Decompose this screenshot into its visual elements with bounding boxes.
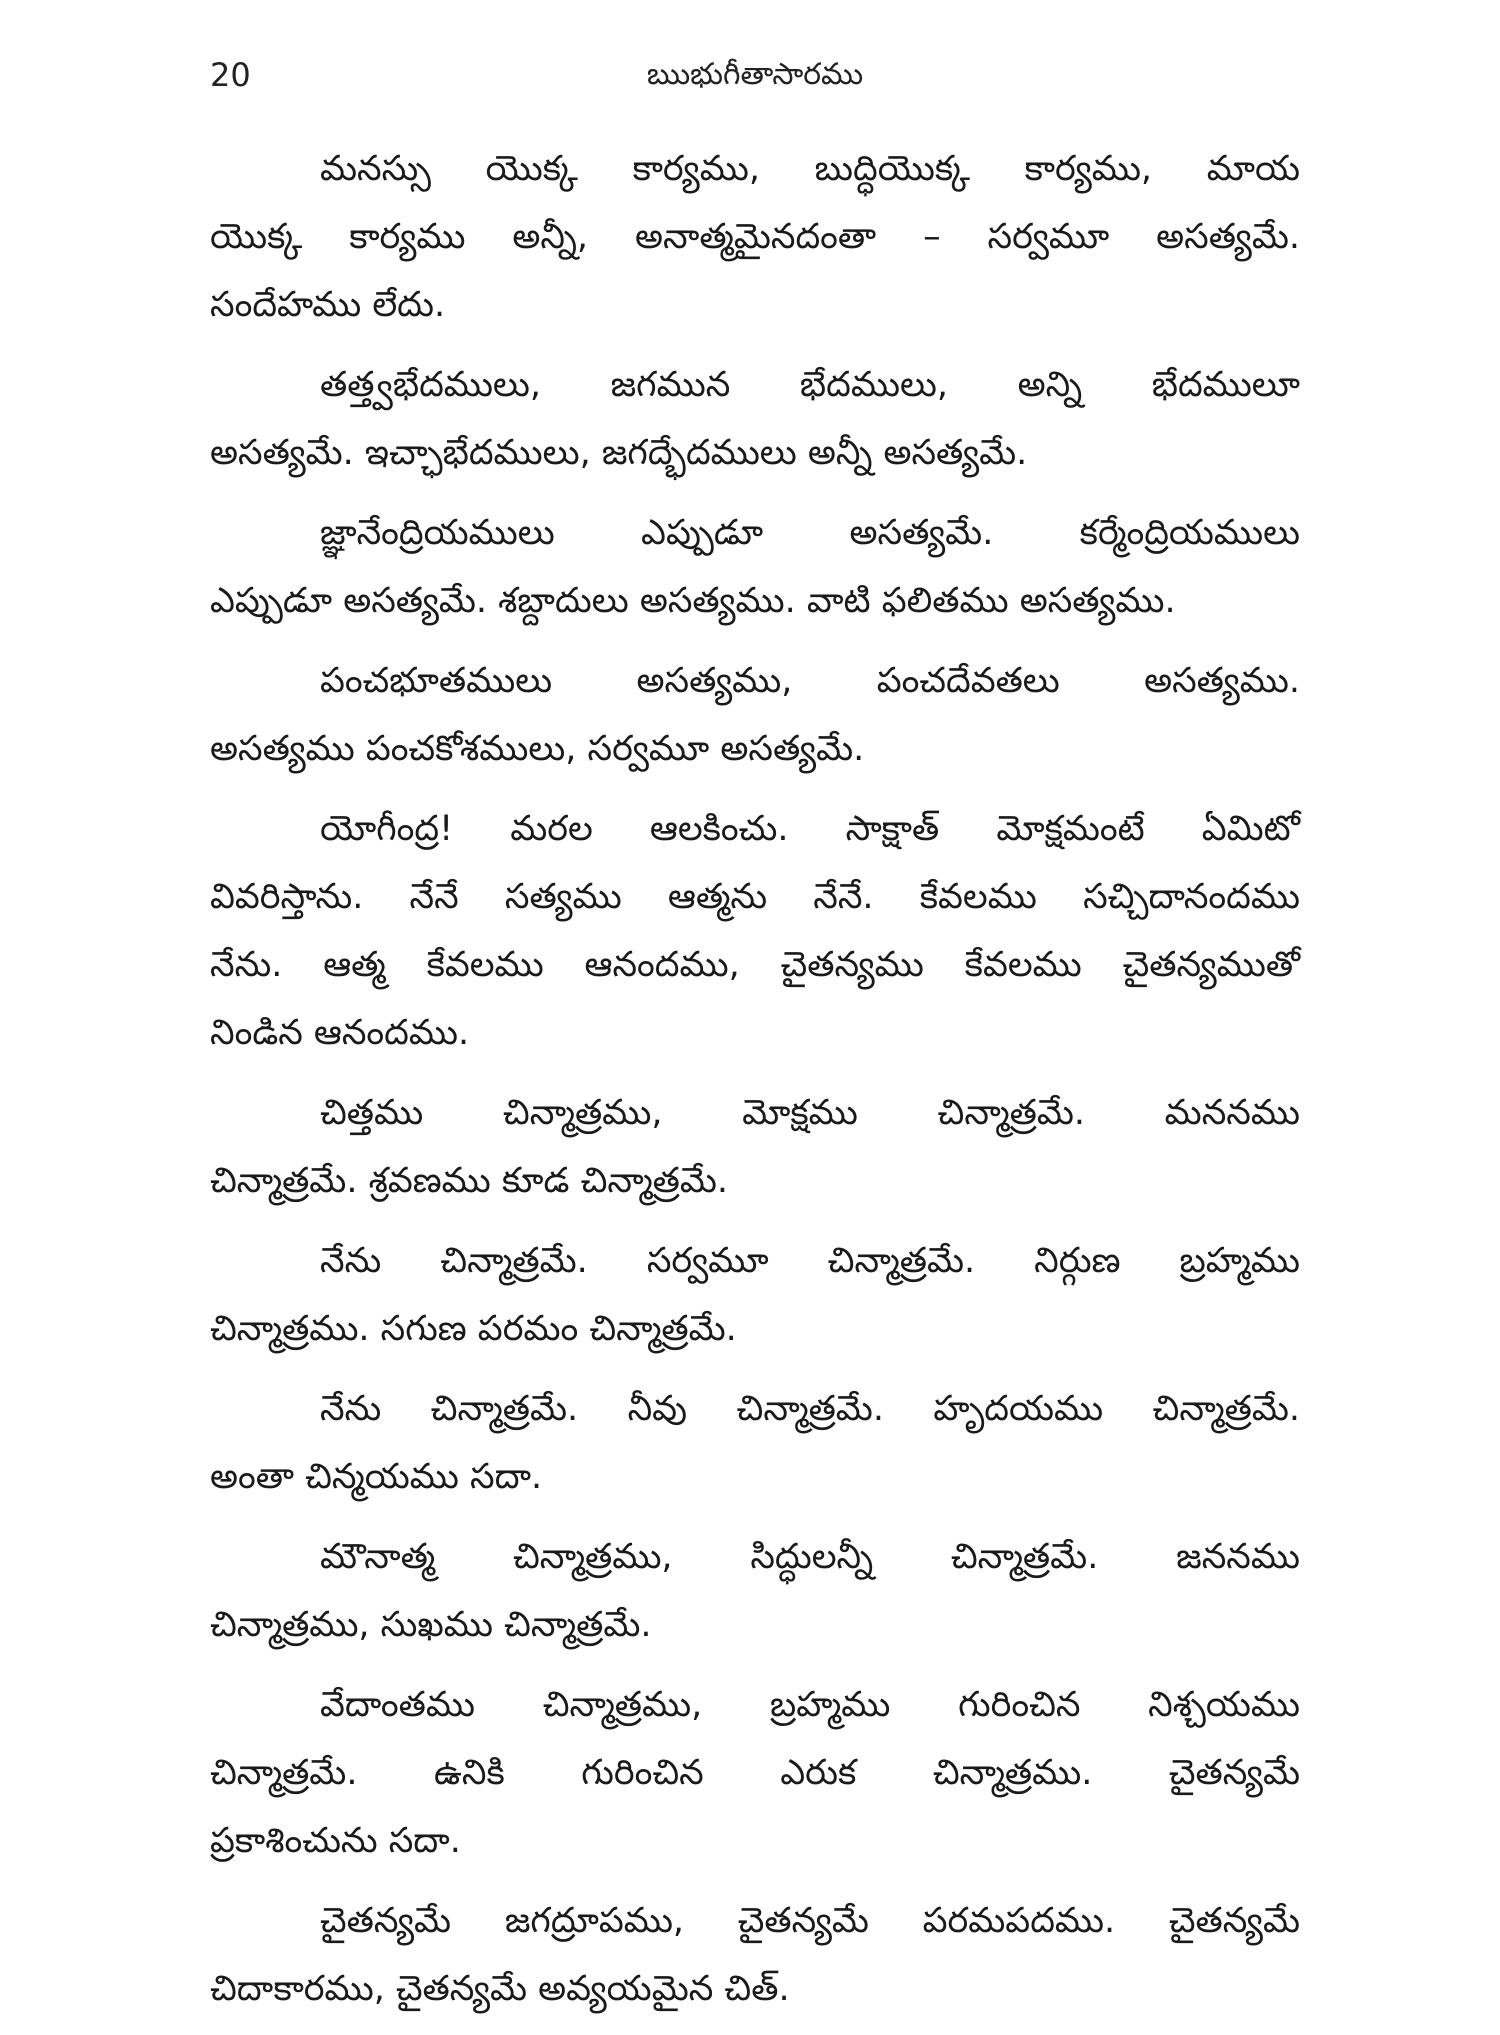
- text-line: ఎప్పుడూ అసత్యమే. శబ్దాదులు అసత్యము. వాటి ఫలితము అసత్యము.: [210, 581, 1176, 621]
- text-line: సందేహము లేదు.: [210, 285, 446, 325]
- text-line: జ్ఞానేంద్రియములు ఎప్పుడూ అసత్యమే. కర్మేంద్రియములు: [320, 513, 1300, 553]
- text-line: చిన్మాత్రమే. ఉనికి గురించిన ఎరుక చిన్మాత్రము. చైతన్యమే: [210, 1753, 1300, 1793]
- text-line: చిన్మాత్రము. సగుణ పరమం చిన్మాత్రమే.: [210, 1309, 737, 1349]
- text-line: చిన్మాత్రము, సుఖము చిన్మాత్రమే.: [210, 1605, 652, 1645]
- paragraph: [210, 1227, 1300, 1363]
- paragraph: [210, 499, 1300, 635]
- paragraph: [210, 1079, 1300, 1215]
- text-line: నేను. ఆత్మ కేవలము ఆనందము, చైతన్యము కేవలము చైతన్యముతో: [210, 945, 1300, 985]
- text-line: అంతా చిన్మయము సదా.: [210, 1457, 543, 1497]
- text-line: అసత్యమే. ఇచ్ఛాభేదములు, జగద్భేదములు అన్నీ అసత్యమే.: [210, 433, 1028, 473]
- paragraph: [210, 795, 1300, 1067]
- text-line: నేను చిన్మాత్రమే. సర్వమూ చిన్మాత్రమే. నిర్గుణ బ్రహ్మము: [320, 1241, 1300, 1281]
- text-line: మనస్సు యొక్క కార్యము, బుద్ధియొక్క కార్యము, మాయ: [320, 149, 1300, 189]
- text-line: వివరిస్తాను. నేనే సత్యము ఆత్మను నేనే. కేవలము సచ్చిదానందము: [210, 877, 1300, 917]
- paragraph: [210, 1887, 1300, 2023]
- text-line: చిదాకారము, చైతన్యమే అవ్యయమైన చిత్.: [210, 1969, 790, 2009]
- paragraph: [210, 1671, 1300, 1875]
- page-header: [210, 50, 1300, 100]
- text-line: తత్త్వభేదములు, జగమున భేదములు, అన్ని భేదములూ: [320, 365, 1300, 405]
- text-line: పంచభూతములు అసత్యము, పంచదేవతలు అసత్యము.: [320, 661, 1300, 701]
- text-line: యోగీంద్ర! మరల ఆలకించు. సాక్షాత్ మోక్షమంటే ఏమిటో: [320, 809, 1300, 849]
- text-line: మౌనాత్మ చిన్మాత్రము, సిద్ధులన్నీ చిన్మాత్రమే. జననము: [320, 1537, 1300, 1577]
- paragraph: [210, 1375, 1300, 1511]
- text-line: వేదాంతము చిన్మాత్రము, బ్రహ్మము గురించిన నిశ్చయము: [320, 1685, 1300, 1725]
- paragraph: [210, 647, 1300, 783]
- text-line: నేను చిన్మాత్రమే. నీవు చిన్మాత్రమే. హృదయము చిన్మాత్రమే.: [320, 1389, 1300, 1429]
- running-title: ఋభుగీతాసారము: [646, 57, 864, 92]
- text-line: నిండిన ఆనందము.: [210, 1013, 470, 1053]
- paragraph: [210, 135, 1300, 339]
- text-line: అసత్యము పంచకోశములు, సర్వమూ అసత్యమే.: [210, 729, 865, 769]
- paragraph: [210, 1523, 1300, 1659]
- text-line: యొక్క కార్యము అన్నీ, అనాత్మమైనదంతా – సర్వమూ అసత్యమే.: [210, 217, 1300, 257]
- text-line: చైతన్యమే జగద్రూపము, చైతన్యమే పరమపదము. చైతన్యమే: [320, 1901, 1300, 1941]
- text-line: చిన్మాత్రమే. శ్రవణము కూడ చిన్మాత్రమే.: [210, 1161, 729, 1201]
- page-number: 20: [210, 56, 251, 94]
- text-line: ప్రకాశించును సదా.: [210, 1821, 461, 1861]
- text-line: చిత్తము చిన్మాత్రము, మోక్షము చిన్మాత్రమే. మననము: [320, 1093, 1300, 1133]
- page-body: [210, 135, 1300, 2035]
- paragraph: [210, 351, 1300, 487]
